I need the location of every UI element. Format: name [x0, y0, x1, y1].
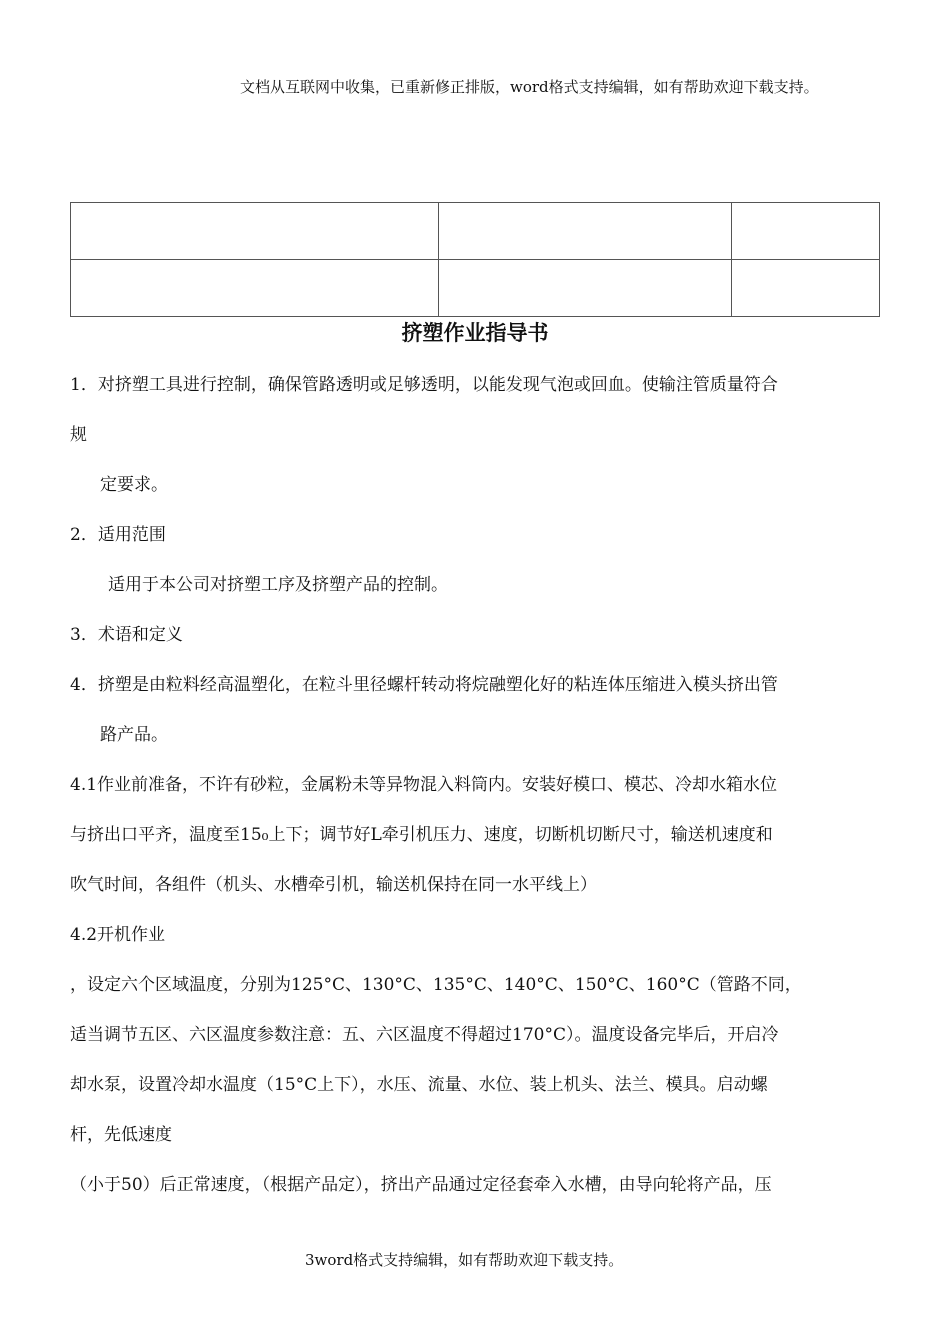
body-line-2: 规	[70, 425, 87, 445]
body-line-13: ，设定六个区域温度，分别为125°C、130°C、135°C、140°C、150°C、160°C（管路不同，	[70, 975, 802, 995]
body-line-1: 1．对挤塑工具进行控制，确保管路透明或足够透明，以能发现气泡或回血。使输注管质量符合	[70, 375, 778, 395]
table-cell	[71, 203, 439, 260]
blank-header-table	[70, 202, 880, 317]
body-line-3: 定要求。	[100, 475, 168, 495]
body-line-5: 适用于本公司对挤塑工序及挤塑产品的控制。	[108, 575, 448, 595]
table-cell	[71, 260, 439, 317]
body-line-11: 吹气时间，各组件（机头、水槽牵引机，输送机保持在同一水平线上）	[70, 875, 597, 895]
table-cell	[439, 260, 732, 317]
table-cell	[732, 203, 880, 260]
section-heading-4-2: 4.2开机作业	[70, 925, 166, 945]
body-line-15: 却水泵，设置冷却水温度（15°C上下），水压、流量、水位、装上机头、法兰、模具。启动螺	[70, 1075, 768, 1095]
footer-note: 3word格式支持编辑，如有帮助欢迎下载支持。	[305, 1251, 624, 1269]
body-line-10: 与挤出口平齐，温度至15₀上下；调节好L牵引机压力、速度，切断机切断尺寸，输送机速度和	[70, 825, 773, 845]
body-line-16: 杆，先低速度	[70, 1125, 172, 1145]
body-line-14: 适当调节五区、六区温度参数注意：五、六区温度不得超过170°C）。温度设备完毕后，开启冷	[70, 1025, 779, 1045]
document-title: 挤塑作业指导书	[401, 321, 549, 345]
section-heading-2: 2．适用范围	[70, 525, 166, 545]
body-line-9: 4.1作业前准备，不许有砂粒，金属粉未等异物混入料筒内。安装好模口、模芯、冷却水箱水位	[70, 775, 778, 795]
body-line-17: （小于50）后正常速度，（根据产品定），挤出产品通过定径套牵入水槽，由导向轮将产品，压	[70, 1175, 772, 1195]
body-line-8: 路产品。	[100, 725, 168, 745]
section-heading-3: 3．术语和定义	[70, 625, 183, 645]
table-row	[71, 203, 880, 260]
header-note: 文档从互联网中收集，已重新修正排版，word格式支持编辑，如有帮助欢迎下载支持。	[240, 78, 819, 96]
body-line-7: 4．挤塑是由粒料经高温塑化，在粒斗里径螺杆转动将烷融塑化好的粘连体压缩进入模头挤出管	[70, 675, 778, 695]
table-row	[71, 260, 880, 317]
table-cell	[732, 260, 880, 317]
table-cell	[439, 203, 732, 260]
